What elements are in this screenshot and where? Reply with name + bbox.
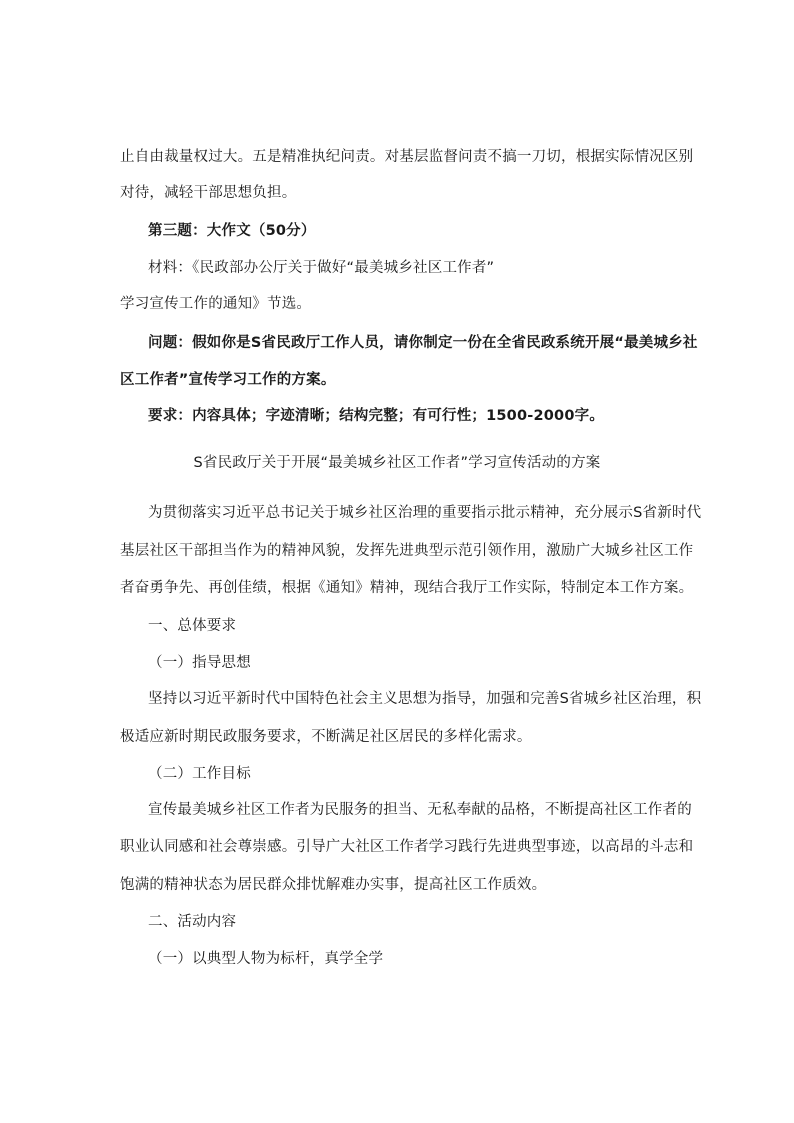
material-line: 材料：《民政部办公厅关于做好“最美城乡社区工作者” bbox=[148, 260, 495, 276]
material-line: 学习宣传工作的通知》节选。 bbox=[120, 296, 312, 312]
plan-title: S省民政厅关于开展“最美城乡社区工作者”学习宣传活动的方案 bbox=[193, 455, 601, 471]
subsection-heading: （一）以典型人物为标杆，真学全学 bbox=[148, 951, 384, 967]
paragraph-line: 止自由裁量权过大。五是精准执纪问责。对基层监督问责不搞一刀切，根据实际情况区别 bbox=[120, 149, 694, 165]
section-heading: 二、活动内容 bbox=[148, 914, 237, 930]
paragraph-line: 对待，减轻干部思想负担。 bbox=[120, 185, 297, 201]
paragraph-line: 宣传最美城乡社区工作者为民服务的担当、无私奉献的品格，不断提高社区工作者的 bbox=[148, 802, 692, 818]
paragraph-line: 者奋勇争先、再创佳绩，根据《通知》精神，现结合我厅工作实际，特制定本工作方案。 bbox=[120, 580, 694, 596]
paragraph-line: 极适应新时期民政服务要求，不断满足社区居民的多样化需求。 bbox=[120, 729, 532, 745]
requirement-line: 要求：内容具体；字迹清晰；结构完整；有可行性；1500-2000字。 bbox=[148, 408, 605, 424]
paragraph-line: 坚持以习近平新时代中国特色社会主义思想为指导，加强和完善S省城乡社区治理，积 bbox=[148, 691, 702, 707]
question-line: 问题：假如你是S省民政厅工作人员，请你制定一份在全省民政系统开展“最美城乡社 bbox=[148, 335, 698, 351]
paragraph-line: 基层社区干部担当作为的精神风貌，发挥先进典型示范引领作用，激励广大城乡社区工作 bbox=[120, 543, 694, 559]
paragraph-line: 为贯彻落实习近平总书记关于城乡社区治理的重要指示批示精神，充分展示S省新时代 bbox=[148, 505, 702, 521]
subsection-heading: （二）工作目标 bbox=[148, 766, 251, 782]
paragraph-line: 职业认同感和社会尊崇感。引导广大社区工作者学习践行先进典型事迹，以高昂的斗志和 bbox=[120, 839, 694, 855]
question-line: 区工作者”宣传学习工作的方案。 bbox=[120, 372, 336, 388]
question-heading: 第三题：大作文（50分） bbox=[148, 223, 316, 239]
subsection-heading: （一）指导思想 bbox=[148, 655, 251, 671]
paragraph-line: 饱满的精神状态为居民群众排忧解难办实事，提高社区工作质效。 bbox=[120, 877, 547, 893]
section-heading: 一、总体要求 bbox=[148, 618, 237, 634]
